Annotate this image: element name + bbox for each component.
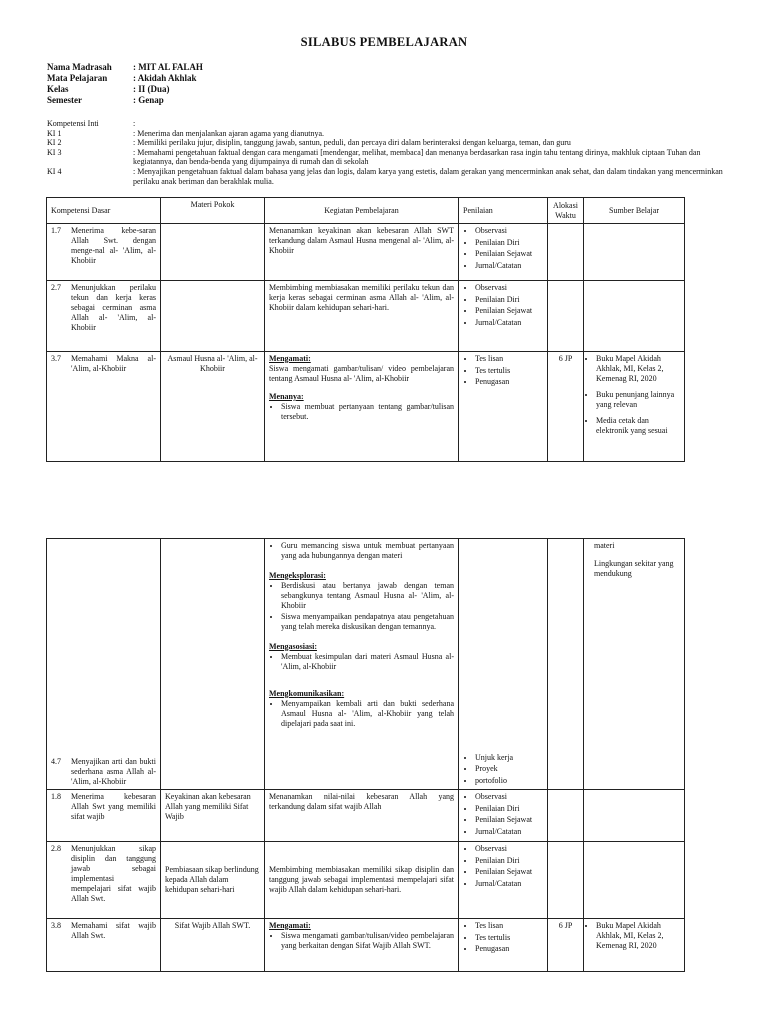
materi-cell [161,224,265,281]
list-item: • Berdiskusi atau bertanya jawab dengan teman sebangkunya tentang Asmaul Husna al- 'Alim, al-Khobiir [281,581,454,611]
col-materi-pokok: Materi Pokok [161,198,265,224]
penilaian-cell [459,224,548,281]
kegiatan-cell: Membimbing membiasakan memiliki perilaku tekun dan kerja keras sebagai cerminan asma Allah al- 'Alim, al-Khobiir dalam kehidupan sehari-hari. [265,281,459,352]
kd-text: Menunjukkan perilaku tekun dan kerja keras sebagai cerminan asma Allah al- 'Alim, al-Khobiir [71,283,156,332]
kd-cell [47,842,161,919]
ki-label: KI 4 [47,166,62,176]
table-row [47,919,685,972]
list-item: • Penilaian Sejawat [475,249,543,259]
mengeksplorasi-heading: Mengeksplorasi: [269,570,326,580]
alokasi-cell: 6 JP [548,919,584,972]
penilaian-cell [459,842,548,919]
col-sumber-belajar: Sumber Belajar [584,198,685,224]
list-item: • Observasi [475,844,543,854]
penilaian-cell [459,352,548,462]
identity-row [47,95,203,106]
kegiatan-cell: Menanamkan keyakinan akan kebesaran Allah SWT terkandung dalam Asmaul Husna mengenal al- 'Alim, al-Khobiir [265,224,459,281]
materi-cell: Asmaul Husna al- 'Alim, al-Khobiir [161,352,265,462]
list-item: • Penilaian Sejawat [475,815,543,825]
page-title: SILABUS PEMBELAJARAN [300,35,468,49]
kd-cell [47,919,161,972]
ki-label: KI 3 [47,147,62,157]
kd-cell [47,281,161,352]
alokasi-cell [548,790,584,842]
list-item: • portofolio [475,776,543,786]
list-item: • Jurnal/Catatan [475,879,543,889]
list-item: • Proyek [475,764,543,774]
mengkomunikasikan-heading: Mengkomunikasikan: [269,689,345,698]
identity-row [47,73,203,84]
sumber-cell [584,224,685,281]
materi-cell: Sifat Wajib Allah SWT. [161,919,265,972]
kd-text: Memahami sifat wajib Allah Swt. [71,921,156,940]
list-item: • Unjuk kerja [475,753,543,763]
identity-label: Nama Madrasah [47,62,112,72]
list-item: • Buku penunjang lainnya yang relevan [596,390,680,410]
materi-cell [161,281,265,352]
silabus-table-part-1 [46,197,685,462]
kd-number: 3.8 [51,921,61,930]
list-item: • Penilaian Diri [475,295,543,305]
kd-text: Menyajikan arti dan bukti sederhana asma Allah al- 'Alim, al-Khobiir [71,757,156,786]
kd-number: 1.7 [51,226,61,235]
kd-number: 4.7 [51,757,61,766]
ki-text: : Memiliki perilaku jujur, disiplin, tanggung jawab, santun, peduli, dan percaya diri dalam berinteraksi dengan keluarga, teman, dan guru [133,138,571,148]
menanya-heading: Menanya: [269,392,304,401]
identity-value: : II (Dua) [133,84,170,94]
table-row [47,281,685,352]
list-item: • Tes lisan [475,921,543,931]
kd-number: 2.7 [51,283,61,292]
kegiatan-cell [265,919,459,972]
list-item: • Penilaian Sejawat [475,306,543,316]
materi-cell: Pembiasaan sikap berlindung kepada Allah dalam kehidupan sehari-hari [161,842,265,919]
list-item: • Siswa menyampaikan pendapatnya atau pengetahuan yang telah mereka diskusikan dengan temannya. [281,612,454,632]
ki-text: : Menerima dan menjalankan ajaran agama yang dianutnya. [133,128,325,138]
list-item: • Tes tertulis [475,366,543,376]
kd-cell [47,352,161,462]
alokasi-cell [548,224,584,281]
list-item: • Penilaian Diri [475,856,543,866]
table-row [47,539,685,790]
list-item: • Buku Mapel Akidah Akhlak, MI, Kelas 2, Kemenag RI, 2020 [596,921,680,951]
identity-label: Kelas [47,84,69,94]
identity-value: : Akidah Akhlak [133,73,197,83]
ki-text: : Memahami pengetahuan faktual dengan cara mengamati [mendengar, melihat, membaca] dan menanya berdasarkan rasa ingin tahu tentang dirinya, makhluk ciptaan Tuhan dan kegiatannya, dan benda-benda yang dijumpainya di rumah dan di sekolah [133,147,701,167]
ki-row [47,148,727,167]
col-kompetensi-dasar: Kompetensi Dasar [47,198,161,224]
col-alokasi-waktu: Alokasi Waktu [548,198,584,224]
list-item: • Jurnal/Catatan [475,827,543,837]
sumber-cell [584,539,685,790]
mengasosiasi-heading: Mengasosiasi: [269,641,317,651]
identity-label: Mata Pelajaran [47,73,108,83]
ki-text: : Menyajikan pengetahuan faktual dalam bahasa yang jelas dan logis, dalam karya yang estetis, dalam gerakan yang mencerminkan anak sehat, dan dalam tindakan yang mencerminkan perilaku anak beriman dan berakhlak mulia. [133,166,723,186]
sumber-cell [584,842,685,919]
kegiatan-cell: Menanamkan nilai-nilai kebesaran Allah yang terkandung dalam sifat wajib Allah [265,790,459,842]
list-item: • Penugasan [475,377,543,387]
penilaian-cell [459,790,548,842]
kegiatan-cell [265,539,459,790]
sumber-cell [584,790,685,842]
materi-cell [161,539,265,790]
kd-cell [47,539,161,790]
alokasi-cell: 6 JP [548,352,584,462]
list-item: • Penilaian Sejawat [475,867,543,877]
penilaian-cell [459,919,548,972]
list-item: • Membuat kesimpulan dari materi Asmaul Husna al- 'Alim, al-Khobiir [281,652,454,672]
list-item: • Guru memancing siswa untuk membuat pertanyaan yang ada hubungannya dengan materi [281,541,454,561]
alokasi-cell [548,842,584,919]
sumber-cell [584,352,685,462]
list-item: • Observasi [475,792,543,802]
list-item: • Observasi [475,283,543,293]
kd-cell [47,224,161,281]
list-item: • Siswa mengamati gambar/tulisan/video pembelajaran yang berkaitan dengan Sifat Wajib Allah SWT. [281,931,454,951]
ki-heading-colon: : [133,119,136,128]
list-item: • Penilaian Diri [475,804,543,814]
identity-row [47,84,203,95]
ki-row [47,129,727,139]
list-item: • Tes tertulis [475,933,543,943]
sumber-continued: materi [594,541,615,550]
table-header-row [47,198,685,224]
list-item: • Jurnal/Catatan [475,318,543,328]
ki-row [47,167,727,186]
kd-text: Menerima kebe-saran Allah Swt. dengan menge-nal al- 'Alim, al-Khobiir [71,226,156,265]
ki-label: KI 1 [47,128,62,138]
mengamati-heading: Mengamati: [269,921,311,930]
mengamati-text: Siswa mengamati gambar/tulisan/ video pembelajaran tentang Asmaul Husna al- 'Alim, al-Khobiir [269,364,454,383]
kompetensi-inti-block [47,119,727,186]
list-item: • Penugasan [475,944,543,954]
table-row [47,842,685,919]
list-item: • Jurnal/Catatan [475,261,543,271]
ki-heading-row [47,119,727,129]
list-item: • Observasi [475,226,543,236]
identity-label: Semester [47,95,82,105]
identity-block [47,62,203,106]
sumber-cell [584,919,685,972]
sumber-cell [584,281,685,352]
kd-cell [47,790,161,842]
table-row [47,352,685,462]
kd-number: 3.7 [51,354,61,363]
penilaian-cell [459,539,548,790]
kd-text: Menerima kebesaran Allah Swt yang memiliki sifat wajib [71,792,156,821]
identity-value: : MIT AL FALAH [133,62,203,72]
alokasi-cell [548,539,584,790]
table-row [47,224,685,281]
kegiatan-cell: Membimbing membiasakan memiliki sikap disiplin dan tanggung jawab sebagai implementasi mempelajari sifat wajib Allah dalam kehidupan sehari-hari. [265,842,459,919]
list-item: • Siswa membuat pertanyaan tentang gambar/tulisan tersebut. [281,402,454,422]
table-row [47,790,685,842]
list-item: • Menyampaikan kembali arti dan bukti sederhana Asmaul Husna al- 'Alim, al-Khobiir yang telah dipelajari pada saat ini. [281,699,454,729]
identity-row [47,62,203,73]
penilaian-cell [459,281,548,352]
kd-number: 2.8 [51,844,61,853]
ki-heading: Kompetensi Inti [47,119,99,128]
ki-row [47,138,727,148]
col-penilaian: Penilaian [459,198,548,224]
list-item: • Media cetak dan elektronik yang sesuai [596,416,680,436]
list-item: • Penilaian Diri [475,238,543,248]
alokasi-cell [548,281,584,352]
kegiatan-cell [265,352,459,462]
list-item: • Buku Mapel Akidah Akhlak, MI, Kelas 2, Kemenag RI, 2020 [596,354,680,384]
mengamati-heading: Mengamati: [269,354,311,363]
sumber-extra: Lingkungan sekitar yang mendukung [594,559,674,578]
list-item: • Tes lisan [475,354,543,364]
col-kegiatan-pembelajaran: Kegiatan Pembelajaran [265,198,459,224]
kd-text: Memahami Makna al- 'Alim, al-Khobiir [71,354,156,373]
silabus-table-part-2 [46,538,685,972]
ki-label: KI 2 [47,138,62,148]
materi-cell: Keyakinan akan kebesaran Allah yang memiliki Sifat Wajib [161,790,265,842]
kd-text: Menunjukkan sikap disiplin dan tanggung jawab sebagai implementasi mempelajari sifat wajib Allah Swt. [71,844,156,903]
identity-value: : Genap [133,95,164,105]
kd-number: 1.8 [51,792,61,801]
